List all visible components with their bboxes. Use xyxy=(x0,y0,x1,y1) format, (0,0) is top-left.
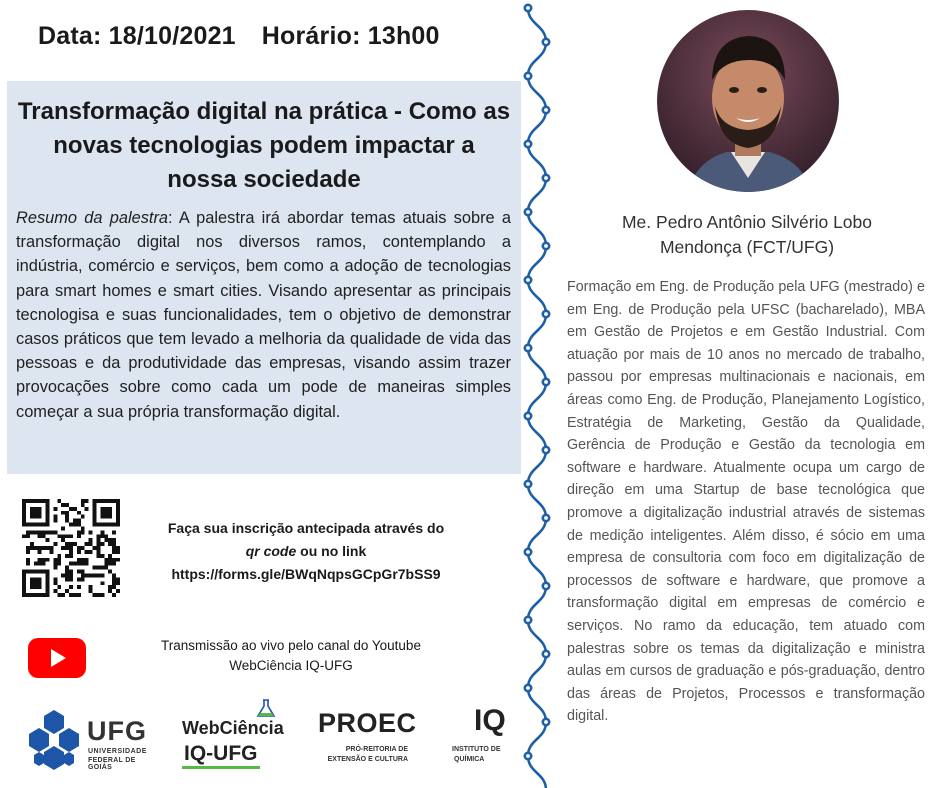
stream-info xyxy=(138,636,444,676)
registration-line2 xyxy=(120,540,492,563)
ufg-name: UFG xyxy=(87,716,147,746)
event-date: Data: 18/10/2021 xyxy=(38,22,236,50)
registration-line1: Faça sua inscrição antecipada através do xyxy=(167,520,445,536)
talk-title: Transformação digital na prática - Como as novas tecnologias podem impactar a nossa sociedade xyxy=(17,98,511,193)
iq-logo xyxy=(452,704,514,770)
abstract-body: : A palestra irá abordar temas atuais sobre a transformação digital nos diversos ramos, contemplando a indústria, comércio e serviços, bem como a adoção de tecnologias para smart homes e smart cities. Visando apresentar as principais tecnologisa e suas funcionalidades, tem o objetivo de demonstrar casos práticos que tem levado a melhoria da qualidade de vida das pessoas e da produtividade das empresas, visando assim trazer provocações sobre como cada um pode de maneiras simples começar a sua própria transformação digital. xyxy=(16,209,511,421)
speaker-bio: Formação em Eng. de Produção pela UFG (mestrado) e em Eng. de Produção pela UFSC (bacharelado), MBA em Gestão de Projetos e em Gestão Industrial. Com atuação por mais de 10 anos no mercado de trabalho, passou por empresas multinacionais e nacionais, em áreas como Eng. de Produção, Planejamento Logístico, Estratégia de Marketing, Gestão da Qualidade, Gerência de Produção e Gestão da tecnologia em software e hardware. Atualmente ocupa um cargo de direção em uma Startup de base tecnológica que promove a digitalização industrial através de sistemas de medição inteligentes. Além disso, é sócio em uma empresa de consultoria com foco em digitalização de processos de software e hardware, que promove a transformação digital em empresas de comércio e serviços. No ramo da educação, tem atuado com palestras sobre os temas da digitalização e ministra aulas em cursos de graduação e pós-graduação, dentro das áreas de Projetos, Processos e transformação digital. xyxy=(567,279,925,725)
iq-sub1: INSTITUTO DE xyxy=(452,746,501,753)
flask-icon xyxy=(254,698,278,718)
proec-name: PROEC xyxy=(318,708,417,738)
stream-channel[interactable]: WebCiência IQ-UFG xyxy=(229,658,353,673)
webciencia-logo xyxy=(182,698,282,772)
abstract-panel xyxy=(7,81,521,474)
iq-sub2: QUÍMICA xyxy=(454,756,485,763)
ufg-sub2: FEDERAL DE GOIÁS xyxy=(88,757,136,771)
webciencia-top: WebCiência xyxy=(182,718,284,738)
youtube-icon[interactable] xyxy=(28,638,86,678)
proec-sub2: EXTENSÃO E CULTURA xyxy=(327,756,408,763)
qr-code-word: qr code xyxy=(245,543,297,559)
ufg-logo xyxy=(24,708,152,772)
qr-code-icon[interactable] xyxy=(22,499,120,597)
ufg-sub1: UNIVERSIDADE xyxy=(88,748,147,755)
date-time-header xyxy=(38,22,440,51)
proec-logo xyxy=(318,708,417,770)
event-time: Horário: 13h00 xyxy=(261,22,440,50)
stream-line1: Transmissão ao vivo pelo canal do Youtube xyxy=(161,638,421,653)
speaker-name-line1: Me. Pedro Antônio Silvério Lobo xyxy=(621,212,873,232)
speaker-name xyxy=(590,210,904,260)
webciencia-bottom: IQ-UFG xyxy=(182,742,260,769)
proec-sub1: PRÓ-REITORIA DE xyxy=(345,746,408,753)
registration-text xyxy=(120,517,492,586)
registration-line2-rest: ou no link xyxy=(296,543,367,559)
chain-divider-icon xyxy=(518,0,558,788)
talk-abstract xyxy=(16,206,511,424)
ufg-hexagons-icon xyxy=(24,708,86,772)
iq-name: IQ xyxy=(474,704,506,737)
speaker-name-line2: Mendonça (FCT/UFG) xyxy=(659,237,835,257)
abstract-lead: Resumo da palestra xyxy=(16,209,169,227)
registration-link[interactable]: https://forms.gle/BWqNqpsGCpGr7bSS9 xyxy=(171,566,441,582)
speaker-photo xyxy=(657,10,839,192)
